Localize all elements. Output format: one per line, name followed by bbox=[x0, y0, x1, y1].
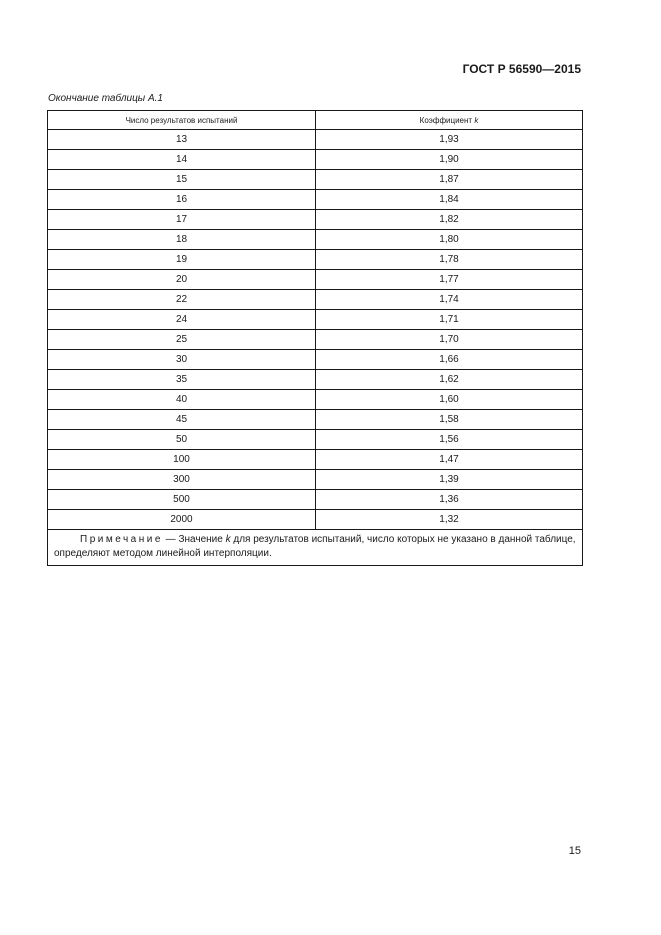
table-row bbox=[48, 450, 583, 470]
table-row bbox=[48, 490, 583, 510]
table-row bbox=[48, 370, 583, 390]
coefficient-cell: 1,39 bbox=[316, 470, 583, 490]
tests-count-cell: 24 bbox=[48, 310, 316, 330]
note-dash: — bbox=[162, 534, 179, 545]
coefficient-cell: 1,66 bbox=[316, 350, 583, 370]
document-code: ГОСТ Р 56590—2015 bbox=[462, 62, 581, 76]
coefficient-cell: 1,62 bbox=[316, 370, 583, 390]
coefficient-table bbox=[47, 110, 583, 566]
tests-count-cell: 19 bbox=[48, 250, 316, 270]
table-row bbox=[48, 210, 583, 230]
coefficient-cell: 1,71 bbox=[316, 310, 583, 330]
table-row bbox=[48, 390, 583, 410]
tests-count-cell: 45 bbox=[48, 410, 316, 430]
note-label: Примечание bbox=[80, 534, 163, 545]
table-note bbox=[48, 530, 583, 566]
tests-count-cell: 16 bbox=[48, 190, 316, 210]
table-row bbox=[48, 290, 583, 310]
note-variable: k bbox=[225, 534, 231, 545]
tests-count-cell: 30 bbox=[48, 350, 316, 370]
tests-count-cell: 20 bbox=[48, 270, 316, 290]
tests-count-cell: 300 bbox=[48, 470, 316, 490]
tests-count-cell: 50 bbox=[48, 430, 316, 450]
tests-count-cell: 2000 bbox=[48, 510, 316, 530]
table-row bbox=[48, 150, 583, 170]
tests-count-cell: 22 bbox=[48, 290, 316, 310]
coefficient-cell: 1,78 bbox=[316, 250, 583, 270]
table-row bbox=[48, 170, 583, 190]
coefficient-header bbox=[316, 111, 583, 130]
coefficient-cell: 1,58 bbox=[316, 410, 583, 430]
tests-count-cell: 14 bbox=[48, 150, 316, 170]
page-number: 15 bbox=[568, 845, 581, 857]
note-row bbox=[48, 530, 583, 566]
table-row bbox=[48, 130, 583, 150]
coefficient-cell: 1,70 bbox=[316, 330, 583, 350]
note-text-before: Значение bbox=[178, 534, 226, 545]
tests-count-cell: 25 bbox=[48, 330, 316, 350]
table-row bbox=[48, 430, 583, 450]
table-row bbox=[48, 330, 583, 350]
table-row bbox=[48, 410, 583, 430]
tests-count-cell: 35 bbox=[48, 370, 316, 390]
coefficient-cell: 1,90 bbox=[316, 150, 583, 170]
coefficient-cell: 1,56 bbox=[316, 430, 583, 450]
tests-count-cell: 13 bbox=[48, 130, 316, 150]
tests-count-header: Число результатов испытаний bbox=[48, 111, 316, 130]
table-row bbox=[48, 190, 583, 210]
coefficient-cell: 1,77 bbox=[316, 270, 583, 290]
coefficient-cell: 1,84 bbox=[316, 190, 583, 210]
table-row bbox=[48, 230, 583, 250]
table-row bbox=[48, 470, 583, 490]
tests-count-cell: 18 bbox=[48, 230, 316, 250]
coefficient-cell: 1,80 bbox=[316, 230, 583, 250]
coefficient-cell: 1,60 bbox=[316, 390, 583, 410]
table-header-row bbox=[48, 111, 583, 130]
coefficient-cell: 1,93 bbox=[316, 130, 583, 150]
table-row bbox=[48, 270, 583, 290]
coefficient-cell: 1,32 bbox=[316, 510, 583, 530]
tests-count-cell: 15 bbox=[48, 170, 316, 190]
coefficient-cell: 1,74 bbox=[316, 290, 583, 310]
tests-count-cell: 500 bbox=[48, 490, 316, 510]
tests-count-cell: 100 bbox=[48, 450, 316, 470]
tests-count-cell: 40 bbox=[48, 390, 316, 410]
table-row bbox=[48, 250, 583, 270]
table-body bbox=[48, 130, 583, 530]
coefficient-cell: 1,36 bbox=[316, 490, 583, 510]
table-caption: Окончание таблицы А.1 bbox=[48, 93, 163, 104]
table-row bbox=[48, 310, 583, 330]
coefficient-variable: k bbox=[474, 115, 479, 125]
table-row bbox=[48, 350, 583, 370]
coefficient-cell: 1,82 bbox=[316, 210, 583, 230]
table-row bbox=[48, 510, 583, 530]
coefficient-cell: 1,87 bbox=[316, 170, 583, 190]
coefficient-header-label: Коэффициент bbox=[419, 115, 473, 125]
coefficient-cell: 1,47 bbox=[316, 450, 583, 470]
note-text-after: для результатов испытаний, число которых не указано в данной таблице, определяют методом линейной интерполяции. bbox=[54, 534, 576, 559]
tests-count-cell: 17 bbox=[48, 210, 316, 230]
